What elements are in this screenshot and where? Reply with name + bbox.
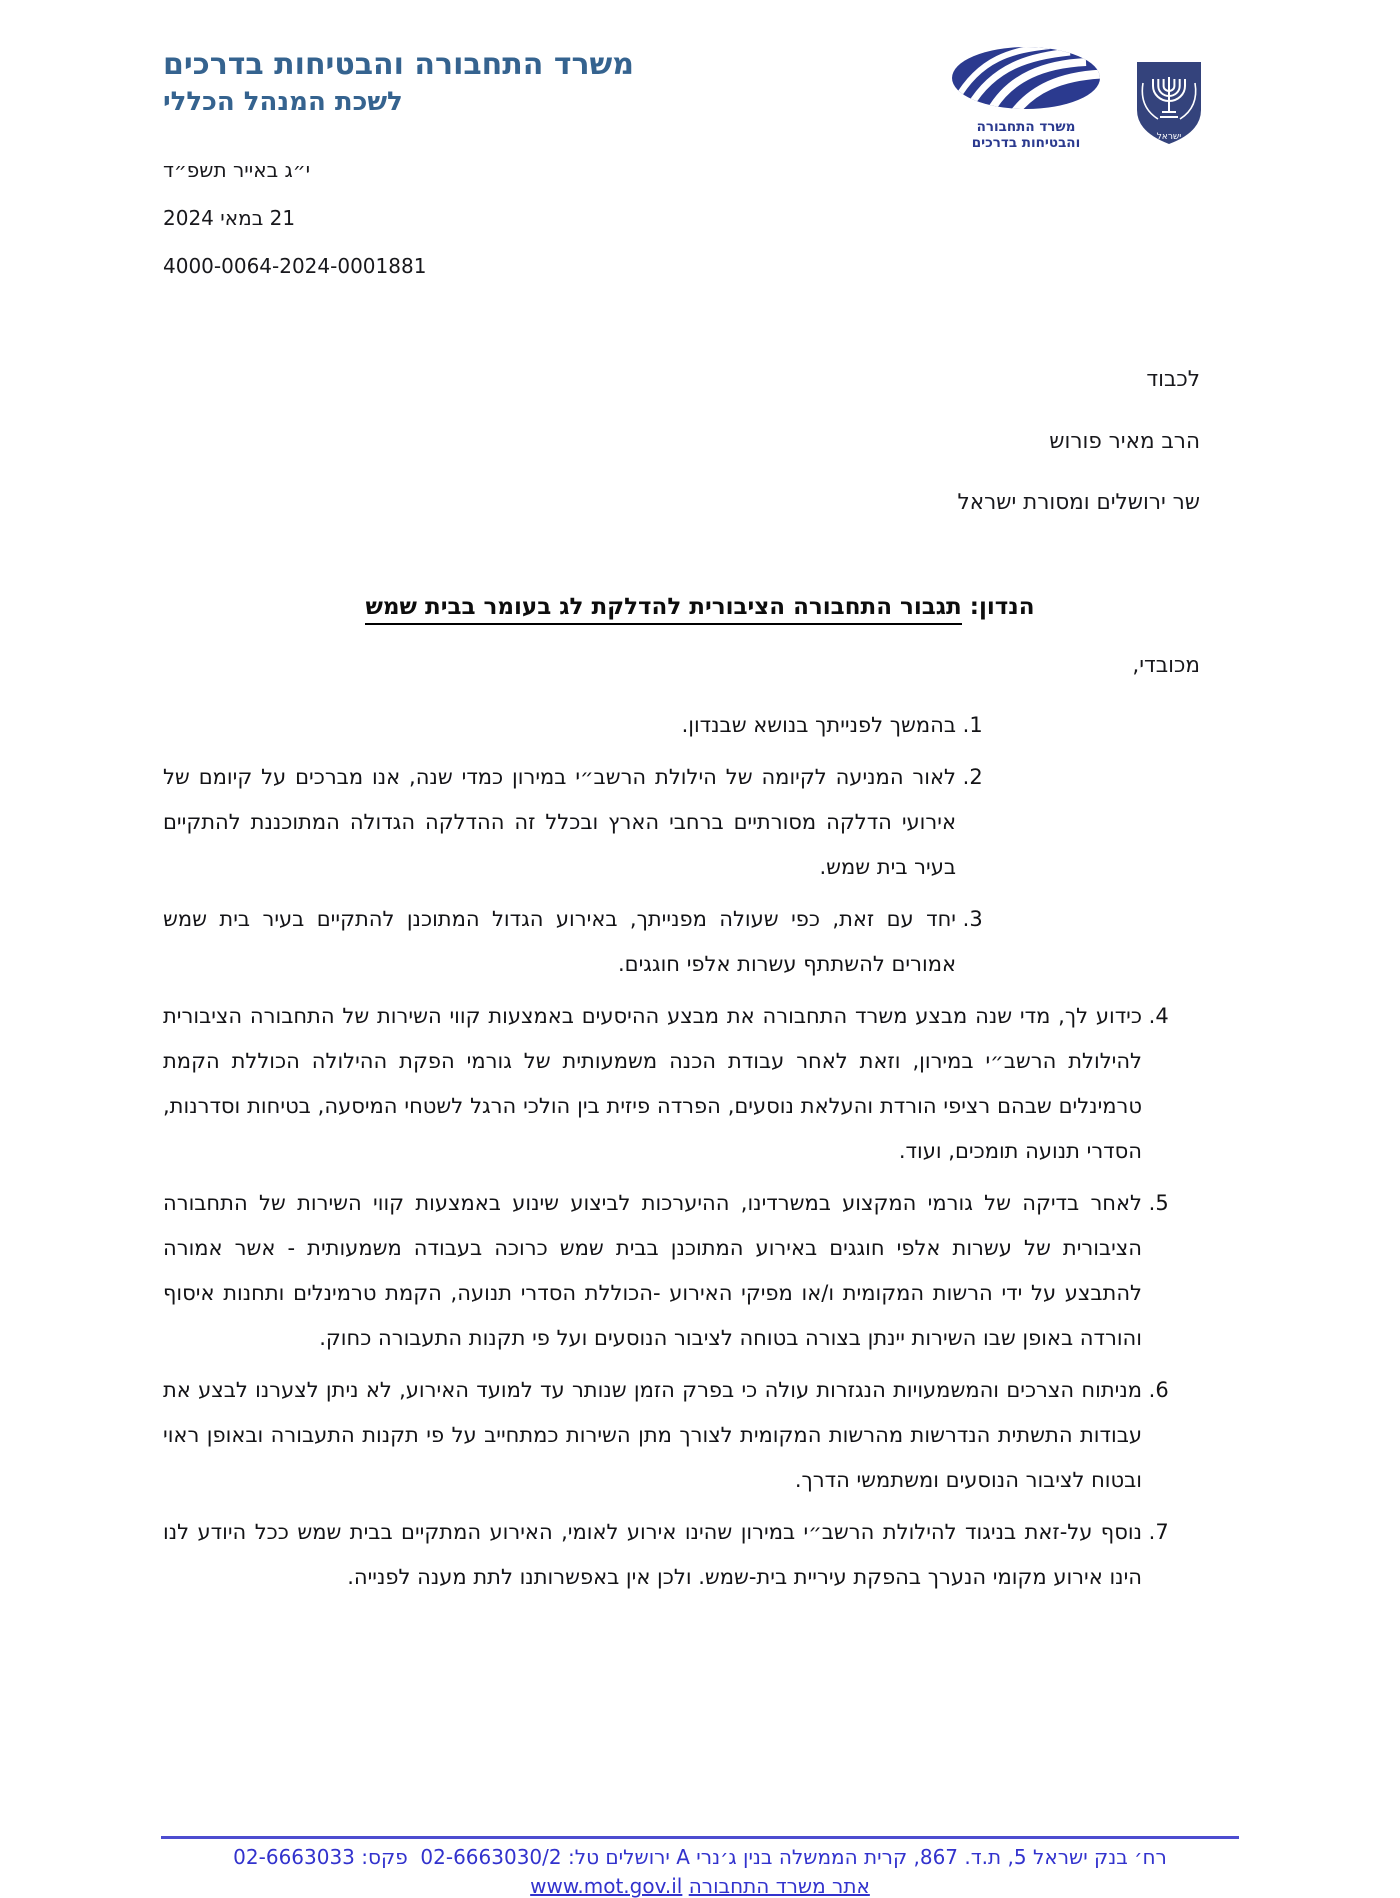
footer-site-line bbox=[161, 1873, 1239, 1898]
addressee-salutation: לכבוד bbox=[1146, 367, 1200, 392]
hebrew-date: י״ג באייר תשפ״ד bbox=[163, 158, 311, 182]
footer-divider bbox=[161, 1836, 1239, 1839]
addressee-title: שר ירושלים ומסורת ישראל bbox=[957, 490, 1200, 515]
footer-fax-label: פקס: bbox=[361, 1845, 408, 1869]
israel-state-emblem bbox=[1130, 56, 1208, 154]
addressee-block bbox=[957, 349, 1200, 534]
letter-list-item-1: 1. בהמשך לפנייתך בנושא שבנדון. bbox=[163, 703, 956, 748]
letter-footer bbox=[161, 1836, 1239, 1898]
letter-list-item-2: 2. לאור המניעה לקיומה של הילולת הרשב״י במירון כמדי שנה, אנו מברכים על קיומם של אירועי הדלקה מסורתיים ברחבי הארץ ובכלל זה ההדלקה הגדולה המתוכננת להתקיים בעיר בית שמש. bbox=[163, 755, 956, 890]
footer-tel-number: 02-6663030/2 bbox=[420, 1845, 562, 1869]
transport-swoosh-icon bbox=[950, 95, 1102, 114]
letter-list-item-7: 7. נוסף על-זאת בניגוד להילולת הרשב״י במירון שהינו אירוע לאומי, האירוע המתקיים בבית שמש ככל היודע לנו הינו אירוע מקומי הנערך בהפקת עיריית בית-שמש. ולכן אין באפשרותנו לתת מענה לפנייה. bbox=[163, 1510, 1142, 1600]
office-subtitle: לשכת המנהל הכללי bbox=[163, 87, 403, 117]
date-block bbox=[163, 146, 426, 290]
addressee-name: הרב מאיר פורוש bbox=[1049, 428, 1200, 454]
letter-body bbox=[163, 703, 1200, 1607]
gregorian-date: 21 במאי 2024 bbox=[163, 206, 296, 230]
letter-list-item-3: 3. יחד עם זאת, כפי שעולה מפנייתך, באירוע הגדול המתוכנן להתקיים בעיר בית שמש אמורים להשתתף עשרות אלפי חוגגים. bbox=[163, 897, 956, 987]
footer-site-label: אתר משרד התחבורה bbox=[688, 1874, 870, 1898]
footer-fax-number: 02-6663033 bbox=[233, 1845, 355, 1869]
subject-label: הנדון: bbox=[969, 594, 1035, 620]
state-emblem-icon bbox=[1130, 56, 1208, 150]
subject-line bbox=[163, 594, 1237, 620]
footer-address: רח׳ בנק ישראל 5, ת.ד. 867, קרית הממשלה בנין ג׳נרי A ירושלים bbox=[605, 1845, 1167, 1869]
letter-body-list bbox=[163, 703, 1200, 1600]
subject-text: תגבור התחבורה הציבורית להדלקת לג בעומר בבית שמש bbox=[365, 594, 961, 625]
letter-list-item-4: 4. כידוע לך, מדי שנה מבצע משרד התחבורה את מבצע ההיסעים באמצעות קווי השירות של התחבורה הציבורית להילולת הרשב״י במירון, וזאת לאחר עבודת הכנה משמעותית של גורמי הפקת ההילולה הכוללת הקמת טרמינלים שבהם רציפי הורדת והעלאת נוסעים, הפרדה פיזית בין הולכי הרגל לשטחי המיסעה, בטיחות וסדרנות, הסדרי תנועה תומכים, ועוד. bbox=[163, 994, 1142, 1174]
logo-caption-line1: משרד התחבורה bbox=[976, 119, 1076, 135]
footer-contact-line bbox=[161, 1842, 1239, 1873]
emblem-label: ישראל bbox=[1156, 132, 1182, 142]
footer-tel-label: טל: bbox=[567, 1845, 600, 1869]
logo-caption-line2: והבטיחות בדרכים bbox=[971, 135, 1081, 151]
ministry-title: משרד התחבורה והבטיחות בדרכים bbox=[163, 47, 634, 82]
letter-list-item-5: 5. לאחר בדיקה של גורמי המקצוע במשרדינו, ההיערכות לביצוע שינוע באמצעות קווי השירות של התחבורה הציבורית של עשרות אלפי חוגגים באירוע המתוכנן בבית שמש כרוכה בעבודה משמעותית - אשר אמורה להתבצע על ידי הרשות המקומית ו/או מפיקי האירוע -הכוללת הסדרי תנועה, הקמת טרמינלים ותחנות איסוף והורדה באופן שבו השירות יינתן בצורה בטוחה לציבור הנוסעים ועל פי תקנות התעבורה כחוק. bbox=[163, 1181, 1142, 1361]
greeting: מכובדי, bbox=[1132, 653, 1200, 678]
letter-list-item-6: 6. מניתוח הצרכים והמשמעויות הנגזרות עולה כי בפרק הזמן שנותר עד למועד האירוע, לא ניתן לצערנו לבצע את עבודות התשתית הנדרשות מהרשות המקומית לצורך מתן השירות כמתחייב על פי תקנות התעבורה ובאופן ראוי ובטוח לציבור הנוסעים ומשתמשי הדרך. bbox=[163, 1368, 1142, 1503]
footer-site-link[interactable]: www.mot.gov.il bbox=[530, 1874, 683, 1898]
ministry-letterhead bbox=[163, 44, 634, 119]
reference-number: 4000-0064-2024-0001881 bbox=[163, 254, 427, 278]
ministry-of-transport-logo bbox=[945, 46, 1107, 151]
logo-caption bbox=[945, 119, 1107, 151]
